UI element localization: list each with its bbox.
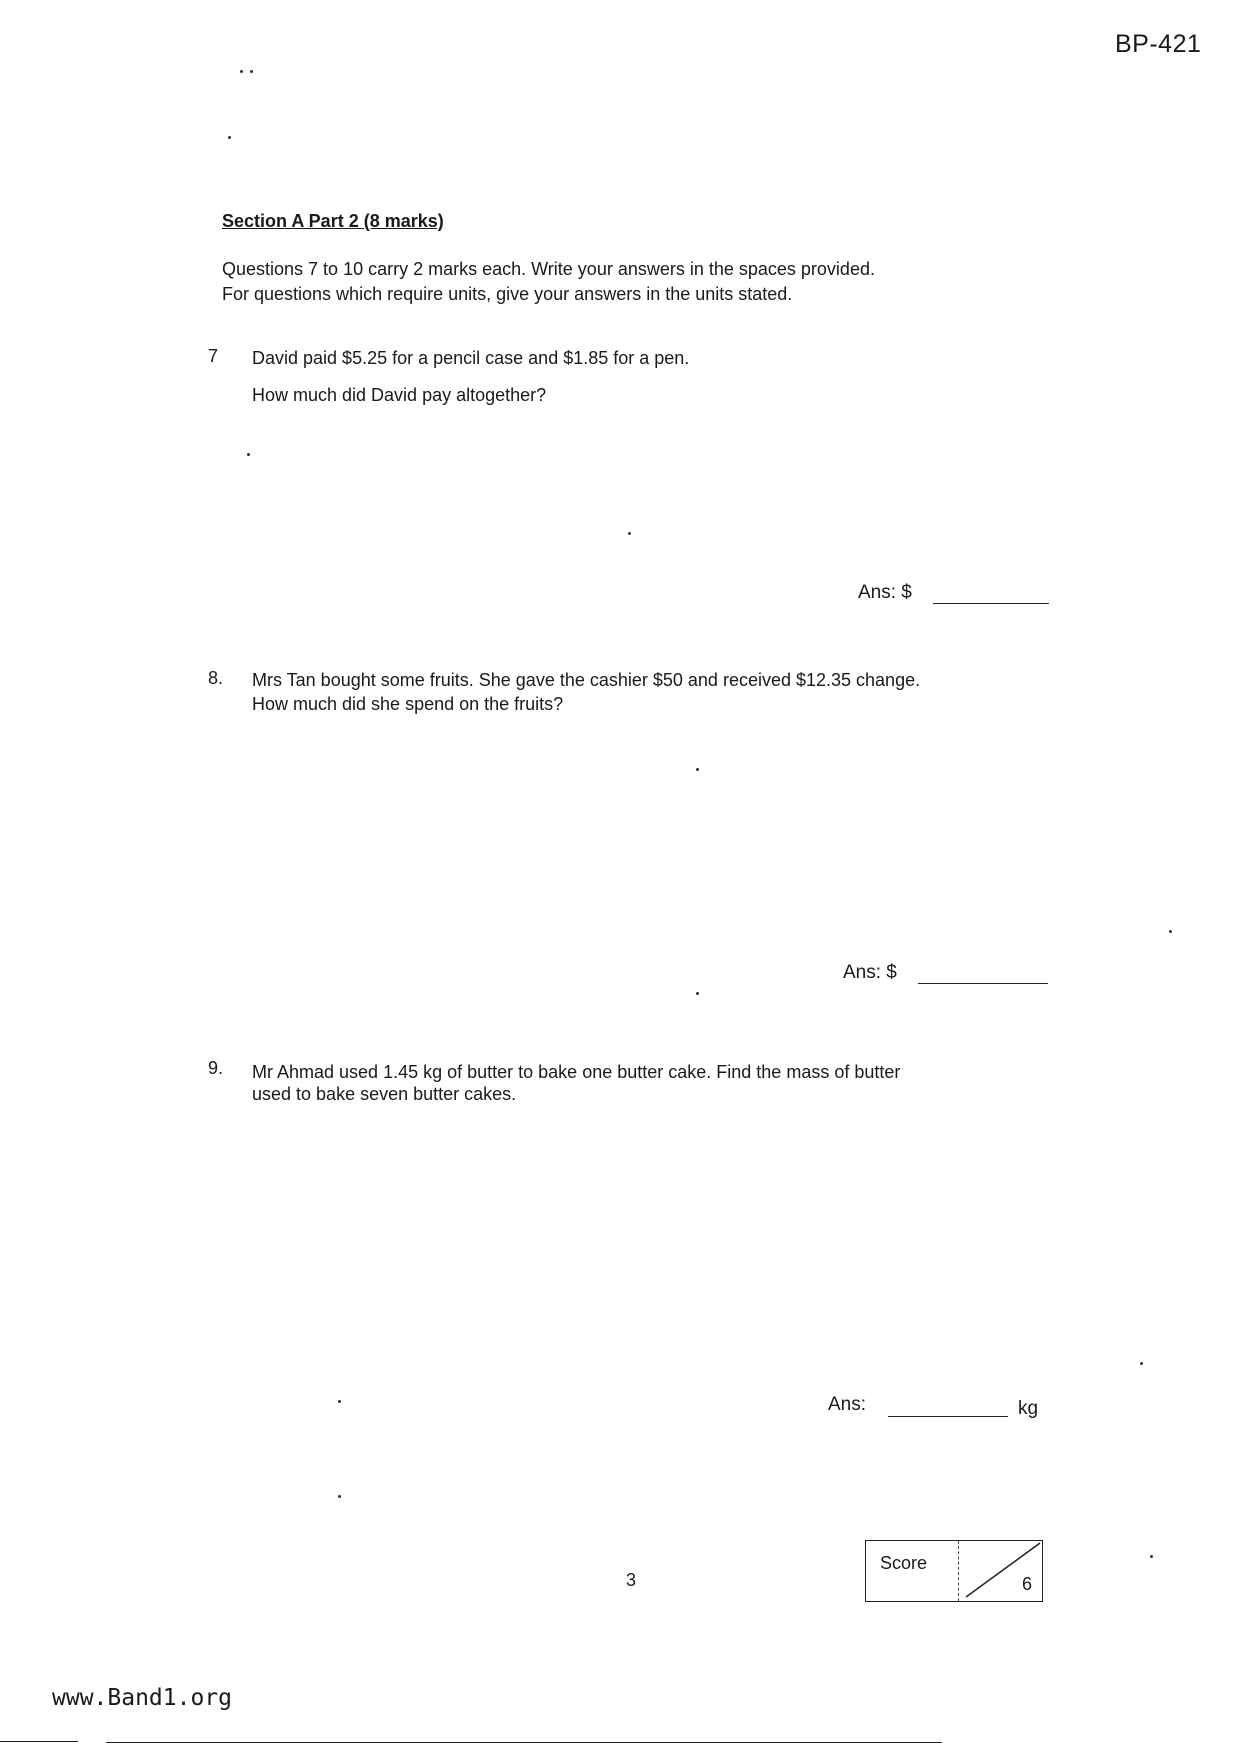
question-text: used to bake seven butter cakes.: [252, 1084, 517, 1104]
scan-speck: [338, 1495, 341, 1498]
scan-speck: [228, 136, 231, 139]
scan-speck: [1150, 1555, 1153, 1558]
scan-speck: [1169, 930, 1172, 933]
question-text: Mr Ahmad used 1.45 kg of butter to bake one butter cake. Find the mass of butter: [252, 1062, 901, 1082]
scan-speck: [338, 1400, 341, 1403]
score-box: [865, 1540, 1043, 1602]
answer-unit: kg: [1018, 1398, 1039, 1419]
section-title: Section A Part 2 (8 marks): [222, 211, 444, 231]
answer-blank[interactable]: [888, 1416, 1008, 1417]
score-max: 6: [1021, 1574, 1032, 1594]
question-number: 9.: [208, 1058, 224, 1078]
question-text: Mrs Tan bought some fruits. She gave the cashier $50 and received $12.35 change.: [252, 670, 921, 690]
question-number: 7: [208, 346, 219, 366]
answer-blank[interactable]: [918, 983, 1048, 984]
footer-rule: [106, 1742, 942, 1743]
page-number: 3: [626, 1570, 637, 1590]
question-text: David paid $5.25 for a pencil case and $1.85 for a pen.: [252, 348, 690, 368]
instruction-line: Questions 7 to 10 carry 2 marks each. Write your answers in the spaces provided.: [222, 259, 875, 279]
scan-speck: [247, 453, 250, 456]
scan-speck: [696, 992, 699, 995]
question-text: How much did she spend on the fruits?: [252, 694, 564, 714]
answer-label: Ans: $: [843, 962, 897, 983]
scan-speck: [628, 532, 631, 535]
instruction-line: For questions which require units, give your answers in the units stated.: [222, 284, 793, 304]
answer-label: Ans:: [828, 1394, 867, 1415]
answer-label: Ans: $: [858, 582, 912, 603]
question-text: How much did David pay altogether?: [252, 385, 547, 405]
document-code: BP-421: [1115, 30, 1202, 58]
scan-speck: [250, 70, 253, 73]
scan-speck: [1140, 1362, 1143, 1365]
footer-rule: [0, 1741, 78, 1742]
score-label: Score: [880, 1553, 928, 1573]
question-number: 8.: [208, 668, 224, 688]
scan-speck: [696, 768, 699, 771]
answer-blank[interactable]: [933, 603, 1049, 604]
website-watermark: www.Band1.org: [52, 1685, 233, 1711]
scan-speck: [240, 70, 243, 73]
